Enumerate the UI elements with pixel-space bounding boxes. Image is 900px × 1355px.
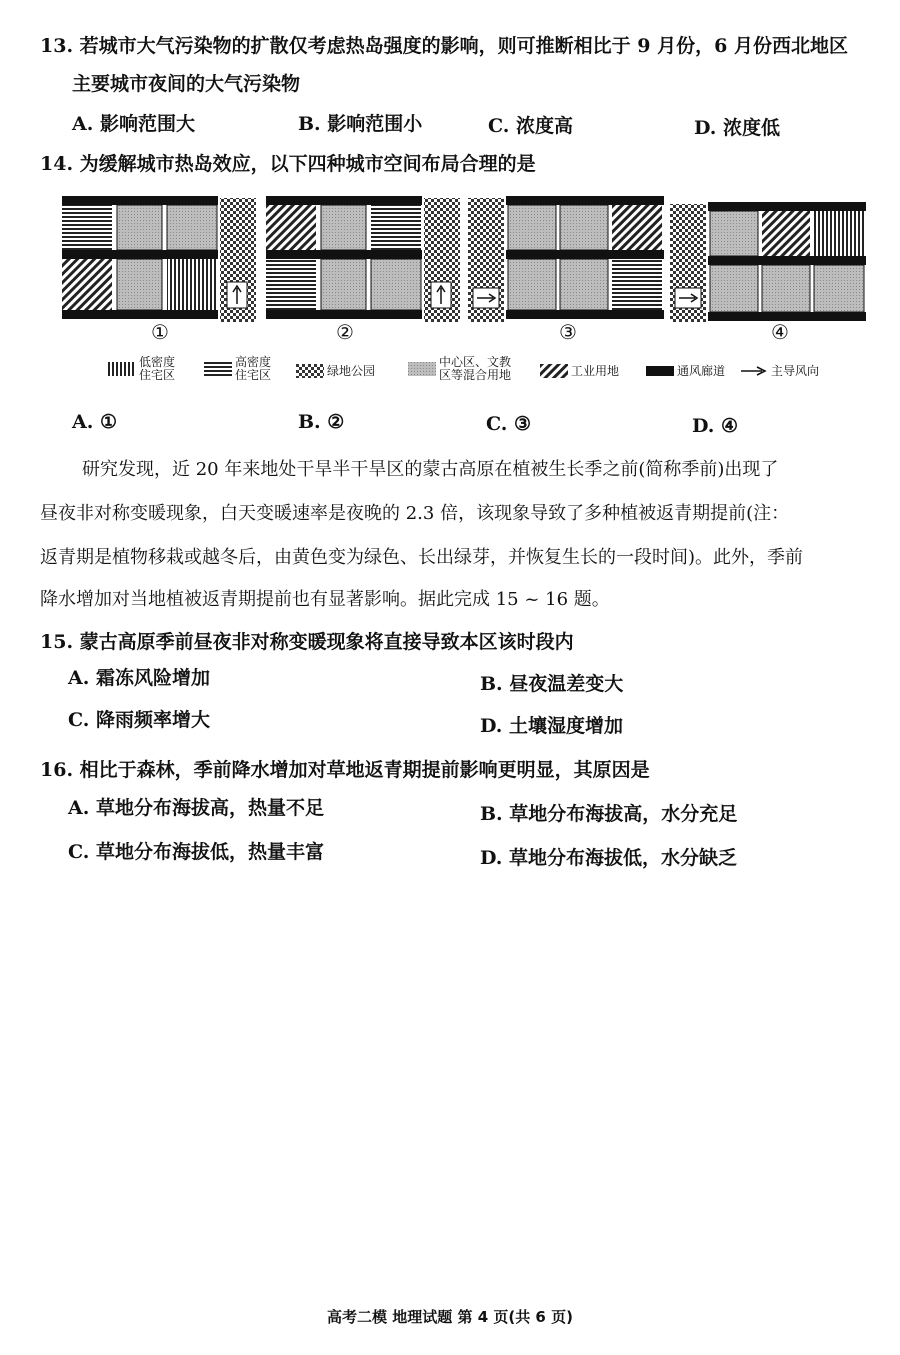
mixed-use-swatch-icon	[408, 362, 436, 376]
q13-option-b[interactable]: B. 影响范围小	[298, 113, 423, 135]
legend-corridor-label: 通风廊道	[677, 363, 726, 378]
legend-low-density-label: 低密度 住宅区	[139, 355, 176, 382]
diagram-legend	[108, 354, 848, 390]
legend-wind	[740, 364, 819, 378]
passage-line-1: 研究发现，近 20 年来地处干旱半干旱区的蒙古高原在植被生长季之前(简称季前)出现了	[82, 459, 779, 480]
q15-stem: 15. 蒙古高原季前昼夜非对称变暖现象将直接导致本区该时段内	[40, 631, 574, 653]
q15-option-b[interactable]: B. 昼夜温差变大	[480, 673, 624, 695]
diagram-label-2: ②	[336, 320, 354, 344]
q16-stem: 16. 相比于森林，季前降水增加对草地返青期提前影响更明显，其原因是	[40, 759, 650, 781]
q14-option-d[interactable]: D. ④	[692, 415, 739, 437]
low-density-swatch-icon	[108, 362, 136, 376]
diagram-label-1: ①	[151, 320, 169, 344]
q14-option-c[interactable]: C. ③	[486, 413, 532, 435]
q13-stem-line1: 13. 若城市大气污染物的扩散仅考虑热岛强度的影响，则可推断相比于 9 月份，6 月份西北地区	[40, 35, 848, 57]
q14-stem: 14. 为缓解城市热岛效应，以下四种城市空间布局合理的是	[40, 153, 536, 175]
corridor-swatch-icon	[646, 364, 674, 378]
legend-high-density	[204, 356, 271, 382]
legend-corridor	[646, 364, 725, 378]
q13-option-c[interactable]: C. 浓度高	[488, 115, 574, 137]
q16-option-a[interactable]: A. 草地分布海拔高，热量不足	[68, 797, 324, 819]
legend-low-density	[108, 356, 175, 382]
layout-diagram-4	[670, 196, 866, 324]
q16-option-c[interactable]: C. 草地分布海拔低，热量丰富	[68, 841, 325, 863]
q15-option-a[interactable]: A. 霜冻风险增加	[68, 667, 210, 689]
q15-option-d[interactable]: D. 土壤湿度增加	[480, 715, 624, 737]
high-density-swatch-icon	[204, 362, 232, 376]
legend-green-park	[296, 364, 375, 378]
legend-wind-label: 主导风向	[771, 363, 820, 378]
q14-option-a[interactable]: A. ①	[72, 411, 118, 433]
layout-diagram-1	[62, 196, 258, 324]
q13-stem-line2: 主要城市夜间的大气污染物	[72, 73, 301, 95]
q13-option-a[interactable]: A. 影响范围大	[72, 113, 195, 135]
diagram-label-3: ③	[559, 320, 577, 344]
legend-industrial	[540, 364, 619, 378]
legend-green-park-label: 绿地公园	[327, 363, 376, 378]
legend-industrial-label: 工业用地	[571, 363, 620, 378]
passage-line-4: 降水增加对当地植被返青期提前也有显著影响。据此完成 15 ~ 16 题。	[40, 589, 610, 610]
green-park-swatch-icon	[296, 364, 324, 378]
layout-diagram-2	[266, 196, 462, 324]
legend-high-density-label: 高密度 住宅区	[235, 355, 272, 382]
legend-mixed-use-label: 中心区、文教 区等混合用地	[439, 355, 512, 382]
diagram-label-4: ④	[771, 320, 789, 344]
q15-option-c[interactable]: C. 降雨频率增大	[68, 709, 211, 731]
wind-arrow-icon	[740, 364, 768, 378]
q13-option-d[interactable]: D. 浓度低	[694, 117, 781, 139]
passage-line-3: 返青期是植物移栽或越冬后，由黄色变为绿色、长出绿芽，并恢复生长的一段时间)。此外，季前	[40, 547, 804, 568]
page-footer: 高考二模 地理试题 第 4 页(共 6 页)	[327, 1308, 573, 1326]
industrial-swatch-icon	[540, 364, 568, 378]
q16-option-d[interactable]: D. 草地分布海拔低，水分缺乏	[480, 847, 738, 869]
q16-option-b[interactable]: B. 草地分布海拔高，水分充足	[480, 803, 738, 825]
passage-line-2: 昼夜非对称变暖现象，白天变暖速率是夜晚的 2.3 倍，该现象导致了多种植被返青期提前(注：	[40, 503, 790, 524]
layout-diagram-3	[468, 196, 664, 324]
legend-mixed-use	[408, 356, 511, 382]
q14-option-b[interactable]: B. ②	[298, 411, 345, 433]
